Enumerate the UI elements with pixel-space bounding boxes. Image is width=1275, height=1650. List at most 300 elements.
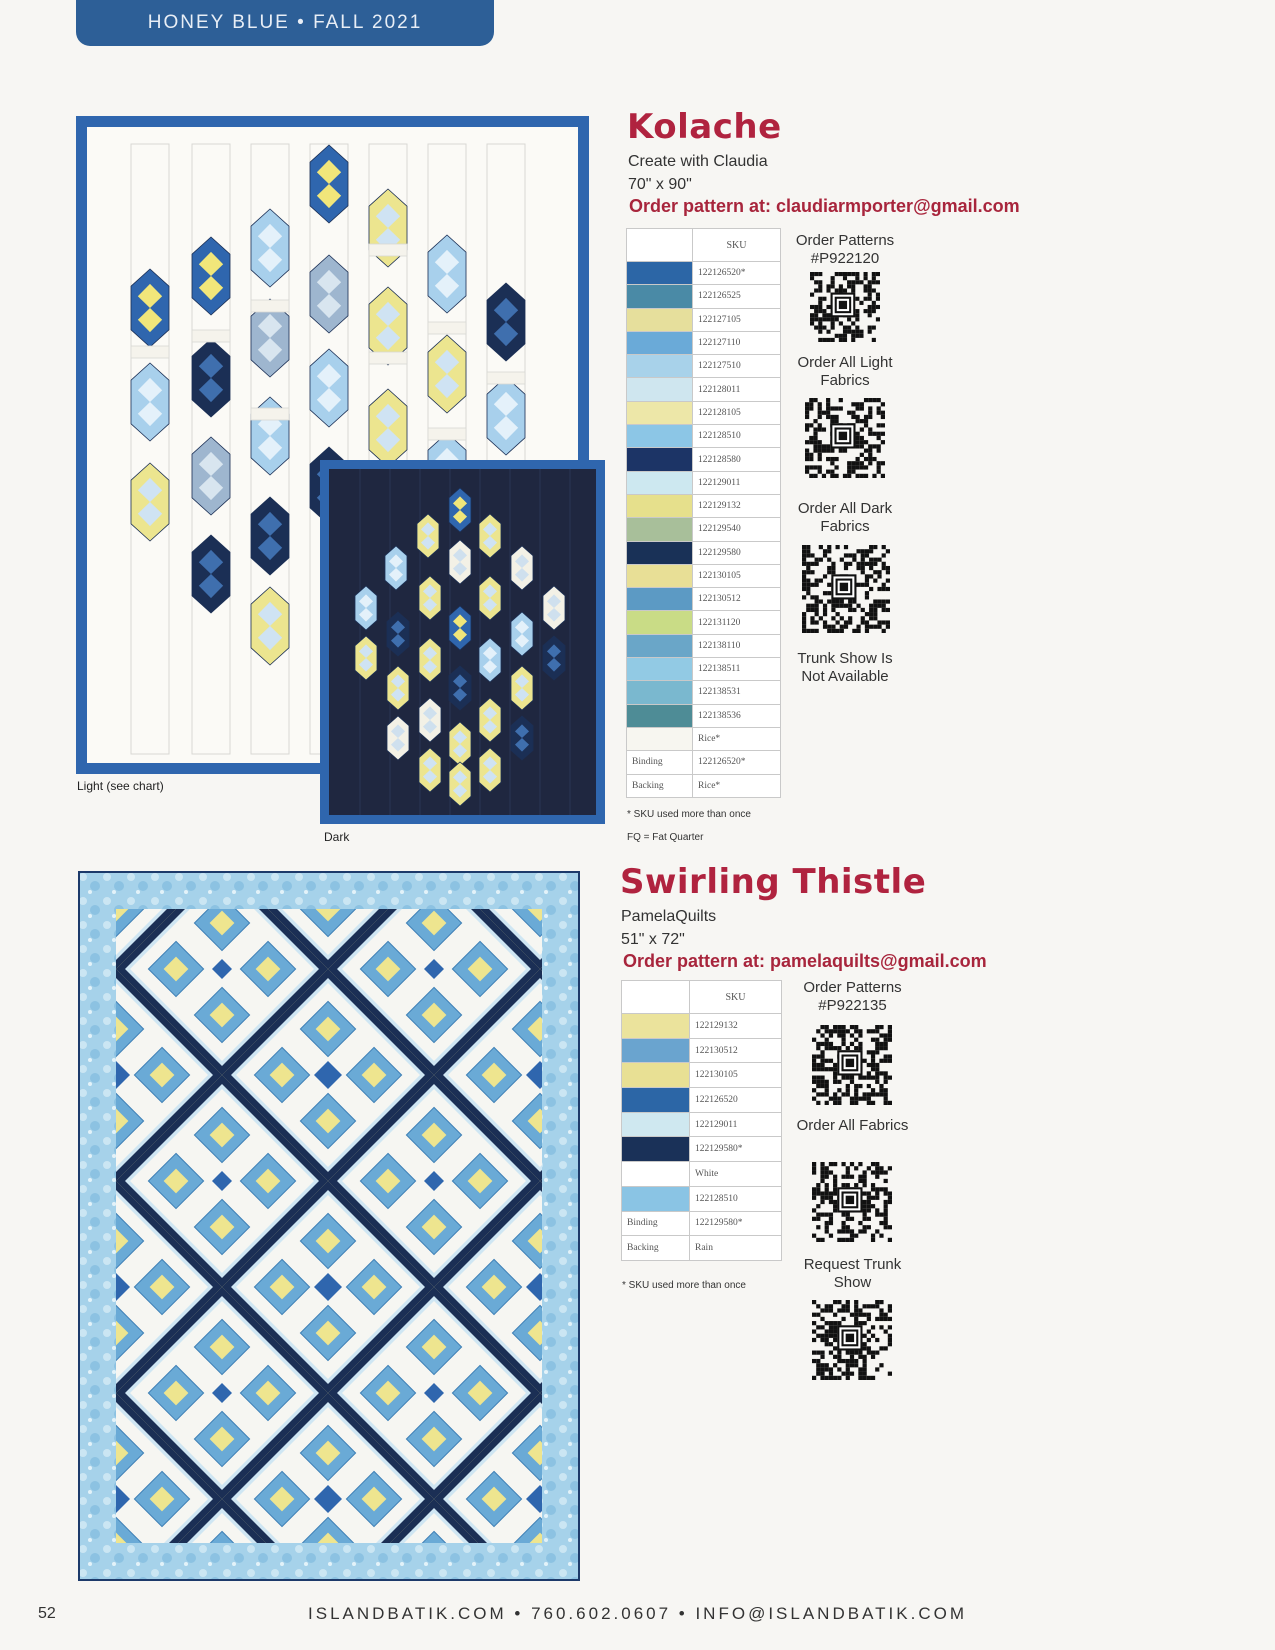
qr-module [822, 317, 826, 321]
qr-module [863, 1208, 867, 1212]
qr-module [833, 1346, 837, 1350]
qr-module [851, 280, 855, 284]
qr-module [818, 309, 822, 313]
qr-module [841, 1175, 845, 1179]
qr-module [864, 423, 868, 427]
qr-module [820, 1033, 824, 1037]
qr-module [813, 440, 817, 444]
kolache-qr-dark-code[interactable] [802, 545, 890, 633]
qr-module [833, 1046, 837, 1050]
qr-module [888, 1033, 892, 1037]
qr-module [831, 629, 835, 633]
qr-module [877, 604, 881, 608]
table-row [627, 704, 781, 727]
qr-module [813, 427, 817, 431]
qr-module [877, 620, 881, 624]
qr-module [855, 317, 859, 321]
qr-module [816, 1359, 820, 1363]
qr-module [820, 1196, 824, 1200]
kolache-note-fq: FQ = Fat Quarter [627, 832, 704, 843]
qr-module [812, 1191, 816, 1195]
qr-module [888, 1200, 892, 1204]
fabric-swatch [627, 285, 693, 308]
qr-module [839, 288, 843, 292]
qr-module [888, 1054, 892, 1058]
qr-module [868, 449, 872, 453]
qr-module [869, 616, 873, 620]
qr-module [850, 1372, 854, 1376]
qr-module [810, 305, 814, 309]
qr-module [863, 1229, 867, 1233]
qr-module [843, 338, 847, 342]
qr-module [802, 558, 806, 562]
qr-module [871, 1325, 875, 1329]
qr-module [805, 411, 809, 415]
qr-module [858, 1097, 862, 1101]
qr-module [879, 1166, 883, 1170]
qr-module [868, 457, 872, 461]
qr-module [820, 1170, 824, 1174]
qr-module [869, 604, 873, 608]
fabric-swatch [627, 331, 693, 354]
qr-module [848, 599, 852, 603]
qr-module [829, 1191, 833, 1195]
qr-module [812, 1208, 816, 1212]
qr-module [833, 1067, 837, 1071]
qr-module [868, 288, 872, 292]
qr-module [841, 1162, 845, 1166]
qr-module [833, 1179, 837, 1183]
qr-module [875, 1046, 879, 1050]
qr-module [869, 566, 873, 570]
qr-module [822, 444, 826, 448]
qr-module [886, 625, 890, 629]
kolache-designer: Create with Claudia [628, 153, 768, 170]
qr-module [879, 1071, 883, 1075]
qr-module [841, 1229, 845, 1233]
qr-module [863, 1183, 867, 1187]
qr-module [826, 305, 830, 309]
qr-module [806, 591, 810, 595]
qr-module [854, 1084, 858, 1088]
qr-module [861, 620, 865, 624]
qr-module [872, 305, 876, 309]
qr-module [884, 1092, 888, 1096]
qr-module [872, 280, 876, 284]
qr-module [816, 1363, 820, 1367]
qr-module [812, 1313, 816, 1317]
qr-module [818, 326, 822, 330]
qr-module [852, 553, 856, 557]
qr-module [850, 1033, 854, 1037]
qr-module [877, 411, 881, 415]
qr-module [802, 612, 806, 616]
sku-code: 122138536 [693, 704, 781, 727]
qr-module [865, 579, 869, 583]
qr-module [806, 549, 810, 553]
qr-module [854, 1300, 858, 1304]
qr-module [846, 1229, 850, 1233]
qr-module [833, 1363, 837, 1367]
thistle-qr-fabrics-label: Order All Fabrics [796, 1117, 909, 1134]
kolache-qr-light-code[interactable] [805, 398, 885, 478]
qr-module [863, 1334, 867, 1338]
qr-module [863, 1076, 867, 1080]
qr-module [831, 604, 835, 608]
table-row [627, 262, 781, 285]
qr-finder [846, 1196, 854, 1204]
qr-module [863, 1225, 867, 1229]
sku-code: 122129011 [693, 471, 781, 494]
qr-module [881, 461, 885, 465]
qr-module [863, 1092, 867, 1096]
qr-module [886, 620, 890, 624]
fabric-swatch [627, 681, 693, 704]
qr-module [871, 1063, 875, 1067]
qr-module [856, 402, 860, 406]
qr-module [840, 599, 844, 603]
sku-code: 122126520* [693, 751, 781, 774]
qr-module [825, 1229, 829, 1233]
qr-module [806, 566, 810, 570]
qr-module [863, 1213, 867, 1217]
qr-module [882, 587, 886, 591]
qr-module [844, 562, 848, 566]
kolache-order-link[interactable]: Order pattern at: claudiarmporter@gmail.com [629, 196, 1020, 216]
qr-module [856, 604, 860, 608]
qr-module [856, 432, 860, 436]
qr-module [816, 1217, 820, 1221]
qr-module [882, 566, 886, 570]
qr-module [813, 465, 817, 469]
qr-module [846, 1092, 850, 1096]
qr-module [851, 465, 855, 469]
qr-module [818, 406, 822, 410]
sku-code: 122129132 [693, 494, 781, 517]
qr-module [881, 411, 885, 415]
qr-module [812, 1234, 816, 1238]
qr-module [805, 453, 809, 457]
qr-module [873, 579, 877, 583]
qr-module [810, 272, 814, 276]
qr-module [831, 599, 835, 603]
qr-finder [839, 301, 847, 309]
qr-module [840, 604, 844, 608]
qr-module [875, 1063, 879, 1067]
qr-module [809, 406, 813, 410]
qr-module [888, 1196, 892, 1200]
qr-module [875, 1080, 879, 1084]
sashing-strip [369, 244, 407, 256]
qr-module [820, 1363, 824, 1367]
qr-module [871, 1029, 875, 1033]
qr-module [818, 317, 822, 321]
qr-module [884, 1221, 888, 1225]
qr-module [822, 427, 826, 431]
qr-module [802, 587, 806, 591]
qr-module [813, 444, 817, 448]
qr-module [833, 1071, 837, 1075]
qr-module [875, 1166, 879, 1170]
qr-module [859, 334, 863, 338]
qr-module [851, 321, 855, 325]
qr-module [851, 411, 855, 415]
fabric-swatch [622, 1162, 690, 1187]
qr-module [810, 583, 814, 587]
qr-module [830, 415, 834, 419]
qr-module [831, 321, 835, 325]
qr-module [865, 620, 869, 624]
qr-module [875, 1229, 879, 1233]
qr-module [846, 1217, 850, 1221]
table-row [627, 448, 781, 471]
qr-module [875, 1338, 879, 1342]
qr-module [881, 415, 885, 419]
row-label: Binding [627, 751, 693, 774]
qr-module [861, 558, 865, 562]
qr-module [843, 326, 847, 330]
qr-module [888, 1238, 892, 1242]
qr-module [816, 1304, 820, 1308]
kolache-sku-table [626, 228, 781, 798]
qr-module [829, 1334, 833, 1338]
qr-module [814, 309, 818, 313]
qr-module [829, 1042, 833, 1046]
qr-module [886, 549, 890, 553]
qr-module [812, 1076, 816, 1080]
qr-module [877, 465, 881, 469]
qr-module [852, 558, 856, 562]
qr-module [830, 474, 834, 478]
qr-module [815, 579, 819, 583]
qr-module [835, 334, 839, 338]
qr-module [812, 1067, 816, 1071]
qr-module [867, 1317, 871, 1321]
qr-module [861, 616, 865, 620]
qr-module [884, 1329, 888, 1333]
qr-module [825, 1166, 829, 1170]
qr-module [854, 1304, 858, 1308]
sku-code: 122130105 [693, 564, 781, 587]
qr-module [805, 449, 809, 453]
qr-module [825, 1338, 829, 1342]
qr-module [879, 1300, 883, 1304]
qr-module [876, 297, 880, 301]
qr-module [850, 1234, 854, 1238]
qr-module [820, 1092, 824, 1096]
qr-module [863, 1359, 867, 1363]
qr-module [825, 1367, 829, 1371]
qr-module [888, 1342, 892, 1346]
qr-module [827, 625, 831, 629]
qr-module [872, 326, 876, 330]
table-row [627, 355, 781, 378]
qr-module [858, 1179, 862, 1183]
sku-code: 122128105 [693, 401, 781, 424]
qr-module [812, 1162, 816, 1166]
qr-module [816, 1076, 820, 1080]
sashing-strip [251, 408, 289, 420]
qr-module [802, 574, 806, 578]
qr-module [812, 1217, 816, 1221]
qr-module [854, 1097, 858, 1101]
qr-module [814, 280, 818, 284]
qr-module [820, 1059, 824, 1063]
qr-module [831, 338, 835, 342]
qr-module [844, 566, 848, 570]
thistle-order-link[interactable]: Order pattern at: pamelaquilts@gmail.com [623, 951, 987, 971]
qr-module [888, 1334, 892, 1338]
qr-module [841, 1372, 845, 1376]
qr-module [831, 570, 835, 574]
qr-module [867, 1304, 871, 1308]
kolache-qr-pattern-code[interactable] [810, 272, 880, 342]
qr-module [884, 1033, 888, 1037]
fabric-swatch [627, 355, 693, 378]
table-row [627, 425, 781, 448]
qr-module [826, 313, 830, 317]
qr-module [822, 313, 826, 317]
qr-module [839, 321, 843, 325]
qr-module [846, 1351, 850, 1355]
qr-module [867, 1329, 871, 1333]
kolache-note-sku: * SKU used more than once [627, 809, 751, 820]
qr-module [825, 1101, 829, 1105]
qr-module [831, 284, 835, 288]
qr-module [825, 1329, 829, 1333]
qr-module [818, 284, 822, 288]
qr-module [825, 1046, 829, 1050]
qr-module [826, 398, 830, 402]
qr-module [825, 1059, 829, 1063]
qr-module [863, 1097, 867, 1101]
qr-module [837, 1300, 841, 1304]
qr-module [814, 288, 818, 292]
qr-module [884, 1217, 888, 1221]
qr-module [835, 272, 839, 276]
thistle-qr-trunk-code[interactable] [812, 1300, 892, 1380]
qr-module [820, 1372, 824, 1376]
thistle-designer: PamelaQuilts [621, 908, 717, 925]
table-row [622, 1112, 782, 1137]
qr-module [872, 457, 876, 461]
qr-module [829, 1329, 833, 1333]
qr-module [867, 1338, 871, 1342]
qr-module [863, 1175, 867, 1179]
qr-module [846, 1372, 850, 1376]
qr-module [875, 1213, 879, 1217]
sku-code: Rice* [693, 727, 781, 750]
qr-module [837, 1088, 841, 1092]
qr-module [879, 1221, 883, 1225]
table-row [627, 727, 781, 750]
sku-header: SKU [693, 229, 781, 262]
fabric-swatch [627, 494, 693, 517]
fabric-swatch [622, 1014, 690, 1039]
qr-module [805, 406, 809, 410]
qr-module [850, 1238, 854, 1242]
qr-module [841, 1029, 845, 1033]
qr-module [851, 284, 855, 288]
qr-module [826, 406, 830, 410]
qr-module [841, 1221, 845, 1225]
qr-module [805, 427, 809, 431]
fabric-swatch [627, 634, 693, 657]
qr-module [809, 402, 813, 406]
thistle-qr-fabrics-code[interactable] [812, 1162, 892, 1242]
qr-module [877, 444, 881, 448]
qr-module [805, 465, 809, 469]
qr-module [805, 440, 809, 444]
qr-module [872, 272, 876, 276]
qr-module [829, 1097, 833, 1101]
table-row [622, 1186, 782, 1211]
sashing-strip [428, 322, 466, 334]
qr-module [860, 406, 864, 410]
swatch-header [627, 229, 693, 262]
qr-module [867, 1076, 871, 1080]
qr-module [826, 288, 830, 292]
table-row [622, 1236, 782, 1261]
qr-module [847, 280, 851, 284]
qr-module [850, 1097, 854, 1101]
qr-module [820, 1367, 824, 1371]
qr-module [869, 587, 873, 591]
qr-module [816, 1367, 820, 1371]
qr-module [837, 1367, 841, 1371]
qr-module [858, 1313, 862, 1317]
qr-module [846, 1359, 850, 1363]
qr-module [802, 620, 806, 624]
qr-module [856, 457, 860, 461]
qr-module [825, 1225, 829, 1229]
qr-module [809, 440, 813, 444]
qr-module [871, 1054, 875, 1058]
qr-module [810, 570, 814, 574]
qr-module [884, 1076, 888, 1080]
thistle-qr-pattern-code[interactable] [812, 1025, 892, 1105]
qr-module [819, 599, 823, 603]
qr-module [875, 1162, 879, 1166]
qr-module [888, 1372, 892, 1376]
qr-module [861, 553, 865, 557]
qr-module [864, 474, 868, 478]
qr-finder [846, 1059, 854, 1067]
qr-module [867, 1346, 871, 1350]
qr-module [816, 1054, 820, 1058]
qr-module [848, 553, 852, 557]
qr-module [869, 545, 873, 549]
qr-module [830, 457, 834, 461]
qr-module [863, 1321, 867, 1325]
qr-module [841, 1033, 845, 1037]
qr-module [850, 1175, 854, 1179]
qr-module [888, 1166, 892, 1170]
qr-module [833, 1175, 837, 1179]
qr-module [864, 276, 868, 280]
qr-module [831, 326, 835, 330]
table-row [622, 1162, 782, 1187]
qr-module [810, 562, 814, 566]
qr-module [836, 620, 840, 624]
qr-module [820, 1166, 824, 1170]
qr-module [854, 1092, 858, 1096]
qr-module [806, 579, 810, 583]
qr-module [837, 1359, 841, 1363]
qr-module [861, 608, 865, 612]
qr-module [820, 1042, 824, 1046]
fabric-swatch [627, 448, 693, 471]
